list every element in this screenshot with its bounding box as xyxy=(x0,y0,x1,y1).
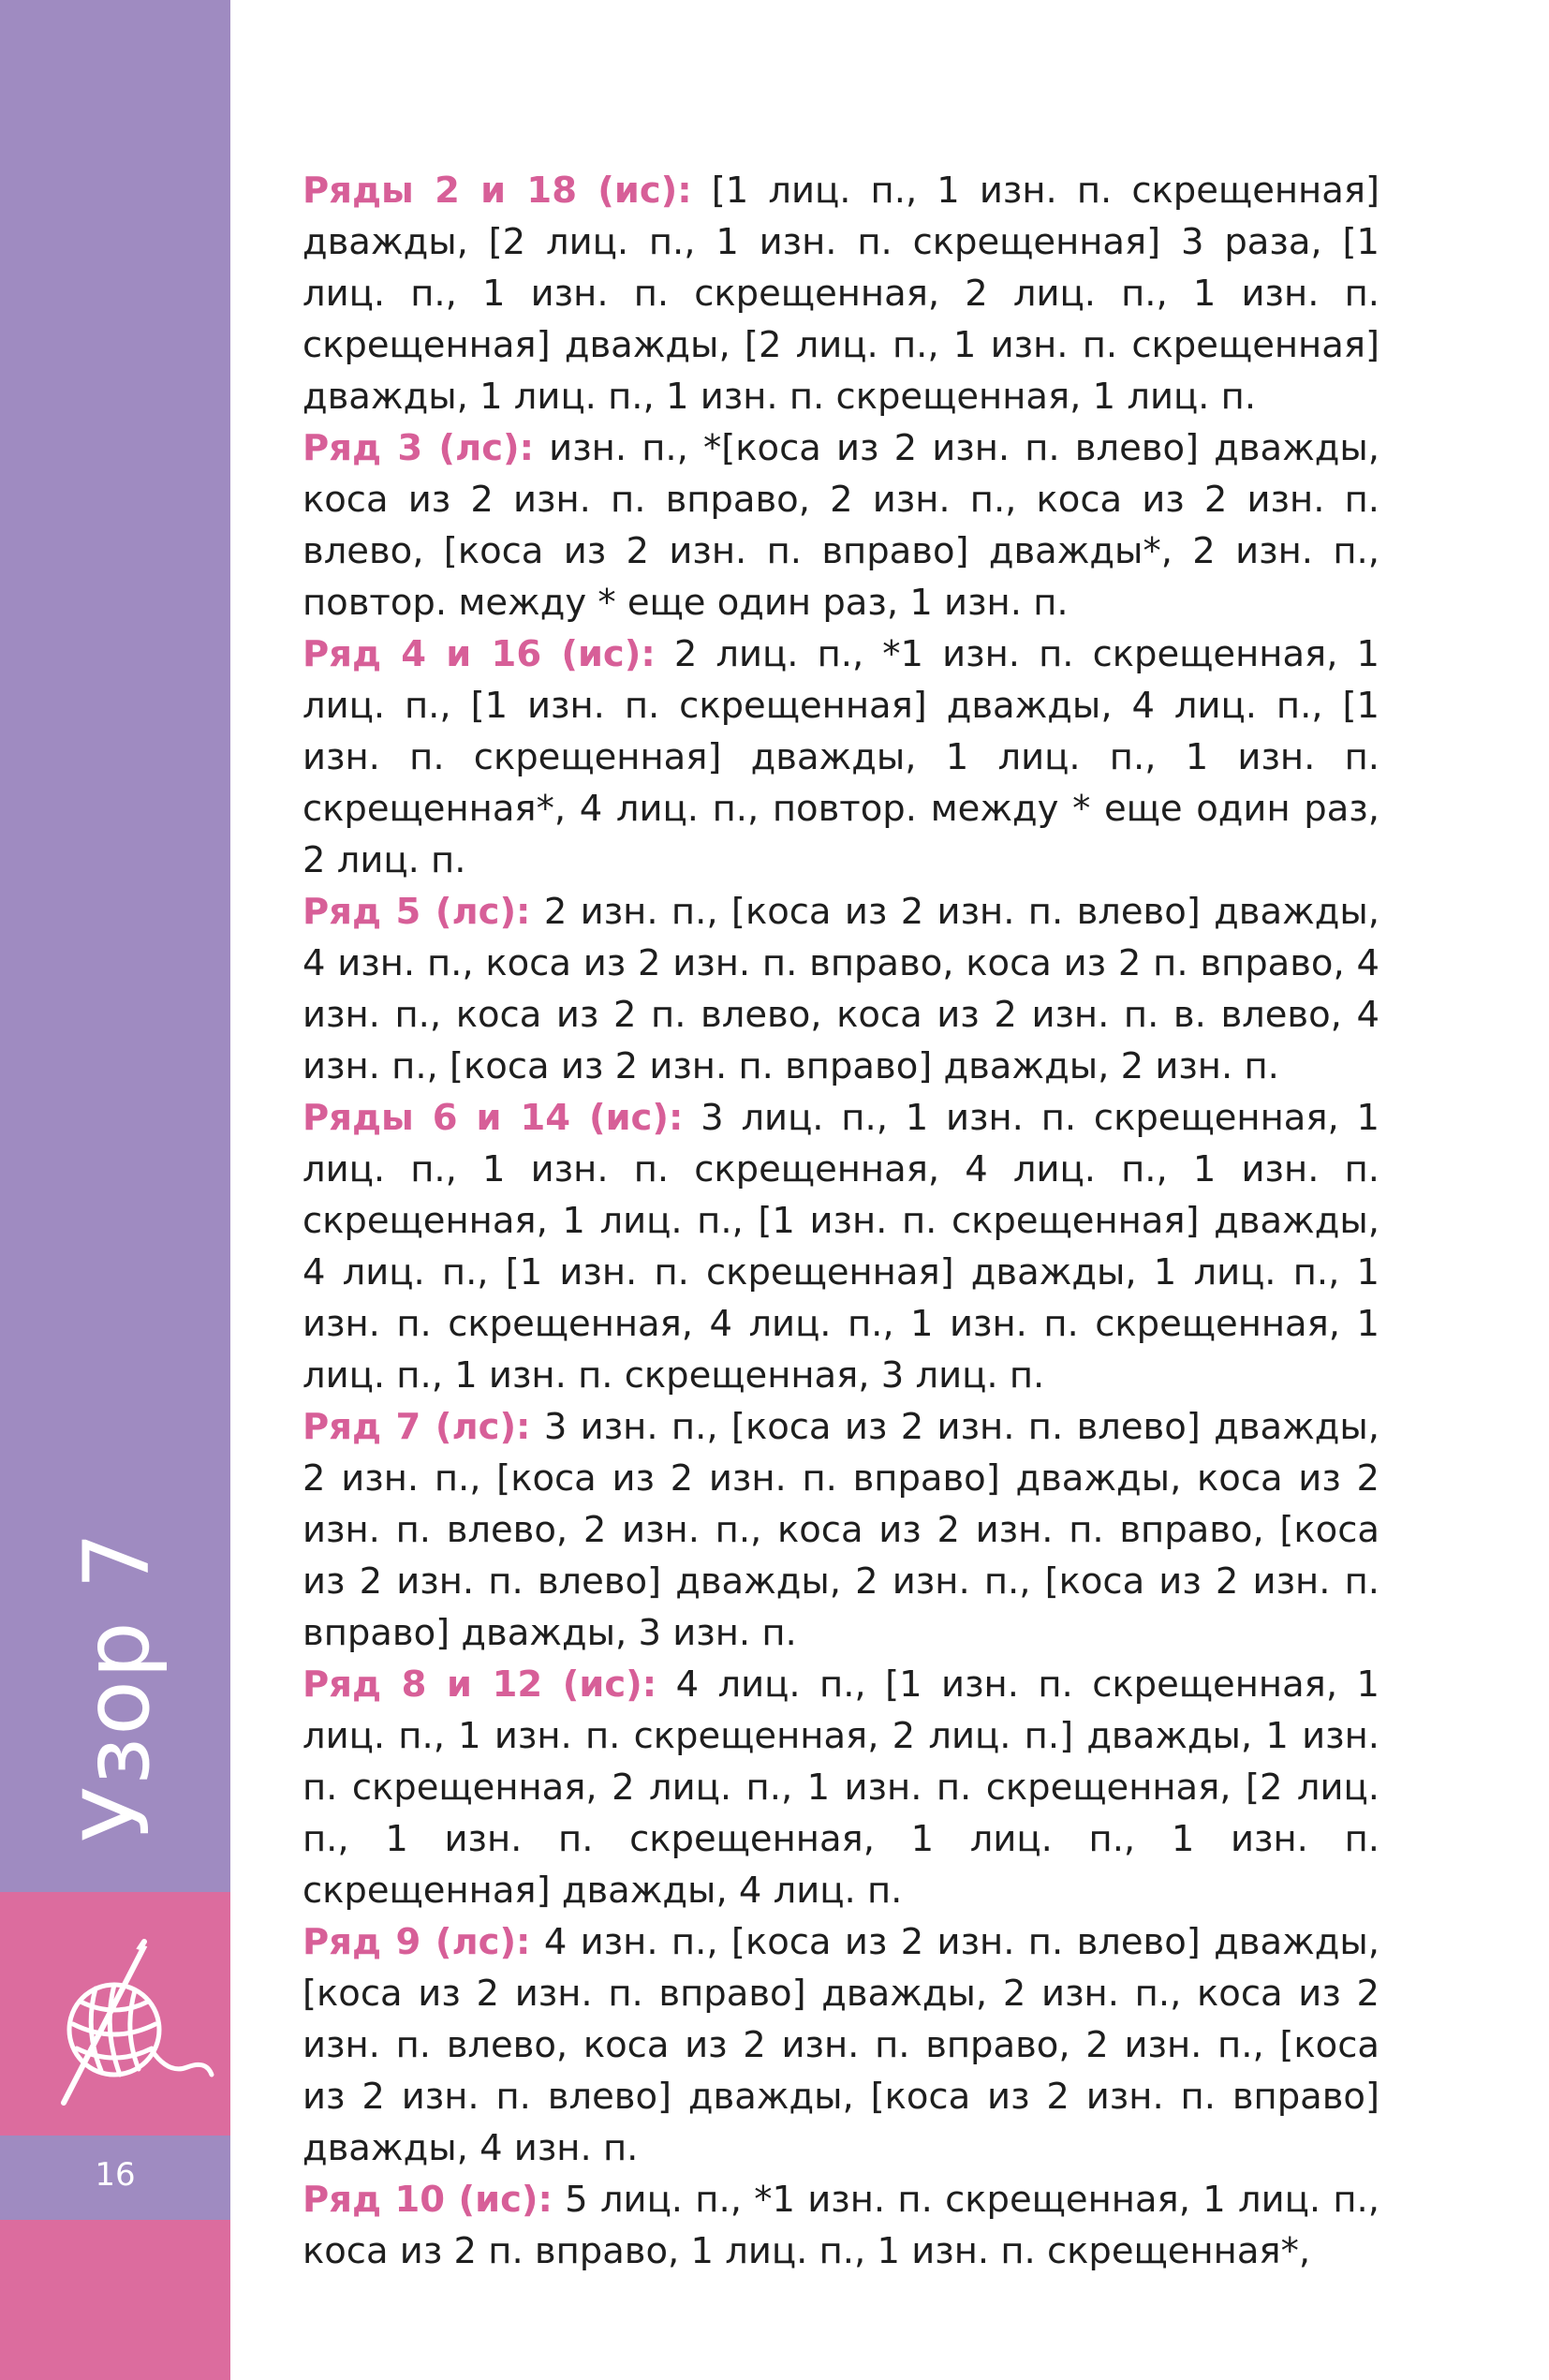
sidebar-bottom-band xyxy=(0,2220,230,2380)
row-label: Ряд 5 (лс): xyxy=(302,891,531,933)
row-label: Ряд 7 (лс): xyxy=(302,1406,531,1448)
row-text: 3 лиц. п., 1 изн. п. скрещенная, 1 лиц. п., 1 изн. п. скрещенная, 4 лиц. п., 1 изн. п. скрещенная, 1 лиц. п., [1 изн. п. скрещенная] дважды, 4 лиц. п., [1 изн. п. скрещенная] дважды, 1 лиц. п., 1 изн. п. скрещенная, 4 лиц. п., 1 изн. п. скрещенная, 1 лиц. п., 1 изн. п. скрещенная, 3 лиц. п. xyxy=(302,1097,1380,1397)
pattern-row xyxy=(302,1916,1379,2174)
section-title: Узор 7 xyxy=(65,1530,170,1842)
row-text: 4 лиц. п., [1 изн. п. скрещенная, 1 лиц. п., 1 изн. п. скрещенная, 2 лиц. п.] дважды, 1 изн. п. скрещенная, 2 лиц. п., 1 изн. п. скрещенная, [2 лиц. п., 1 изн. п. скрещенная, 1 лиц. п., 1 изн. п. скрещенная] дважды, 4 лиц. п. xyxy=(302,1663,1379,1912)
row-label: Ряд 8 и 12 (ис): xyxy=(302,1663,657,1706)
row-text: 4 изн. п., [коса из 2 изн. п. влево] дважды, [коса из 2 изн. п. вправо] дважды, 2 изн. п., коса из 2 изн. п. влево, коса из 2 изн. п. вправо, 2 изн. п., [коса из 2 изн. п. влево] дважды, [коса из 2 изн. п. вправо] дважды, 4 изн. п. xyxy=(302,1921,1380,2169)
row-text: 2 лиц. п., *1 изн. п. скрещенная, 1 лиц. п., [1 изн. п. скрещенная] дважды, 4 лиц. п., [1 изн. п. скрещенная] дважды, 1 лиц. п., 1 изн. п. скрещенная*, 4 лиц. п., повтор. между * еще один раз, 2 лиц. п. xyxy=(302,633,1380,881)
sidebar xyxy=(0,0,230,2380)
pattern-row xyxy=(302,1401,1379,1659)
pattern-instructions xyxy=(302,165,1379,2277)
pattern-row xyxy=(302,422,1379,628)
pattern-row xyxy=(302,886,1379,1092)
row-label: Ряд 9 (лс): xyxy=(302,1921,531,1963)
row-label: Ряд 10 (ис): xyxy=(302,2179,553,2221)
row-text: [1 лиц. п., 1 изн. п. скрещенная] дважды, [2 лиц. п., 1 изн. п. скрещенная] 3 раза, [1 лиц. п., 1 изн. п. скрещенная, 2 лиц. п., 1 изн. п. скрещенная] дважды, [2 лиц. п., 1 изн. п. скрещенная] дважды, 1 лиц. п., 1 изн. п. скрещенная, 1 лиц. п. xyxy=(302,170,1379,418)
row-label: Ряды 2 и 18 (ис): xyxy=(302,170,692,212)
pattern-row xyxy=(302,2174,1379,2277)
pattern-row xyxy=(302,1659,1379,1916)
row-label: Ряд 4 и 16 (ис): xyxy=(302,633,656,675)
row-label: Ряд 3 (лс): xyxy=(302,427,535,469)
row-text: 5 лиц. п., *1 изн. п. скрещенная, 1 лиц. п., коса из 2 п. вправо, 1 лиц. п., 1 изн. п. скрещенная*, xyxy=(302,2179,1379,2272)
row-text: изн. п., *[коса из 2 изн. п. влево] дважды, коса из 2 изн. п. вправо, 2 изн. п., коса из 2 изн. п. влево, [коса из 2 изн. п. вправо] дважды*, 2 изн. п., повтор. между * еще один раз, 1 изн. п. xyxy=(302,427,1380,624)
row-label: Ряды 6 и 14 (ис): xyxy=(302,1097,684,1139)
pattern-row xyxy=(302,165,1379,422)
page-number: 16 xyxy=(95,2156,136,2194)
row-text: 3 изн. п., [коса из 2 изн. п. влево] дважды, 2 изн. п., [коса из 2 изн. п. вправо] дважды, коса из 2 изн. п. влево, 2 изн. п., коса из 2 изн. п. вправо, [коса из 2 изн. п. влево] дважды, 2 изн. п., [коса из 2 изн. п. вправо] дважды, 3 изн. п. xyxy=(302,1406,1380,1654)
row-text: 2 изн. п., [коса из 2 изн. п. влево] дважды, 4 изн. п., коса из 2 изн. п. вправо, коса из 2 п. вправо, 4 изн. п., коса из 2 п. влево, коса из 2 изн. п. в. влево, 4 изн. п., [коса из 2 изн. п. вправо] дважды, 2 изн. п. xyxy=(302,891,1380,1087)
pattern-row xyxy=(302,628,1379,886)
pattern-row xyxy=(302,1092,1379,1401)
yarn-ball-with-crochet-hook-icon xyxy=(47,1934,215,2112)
